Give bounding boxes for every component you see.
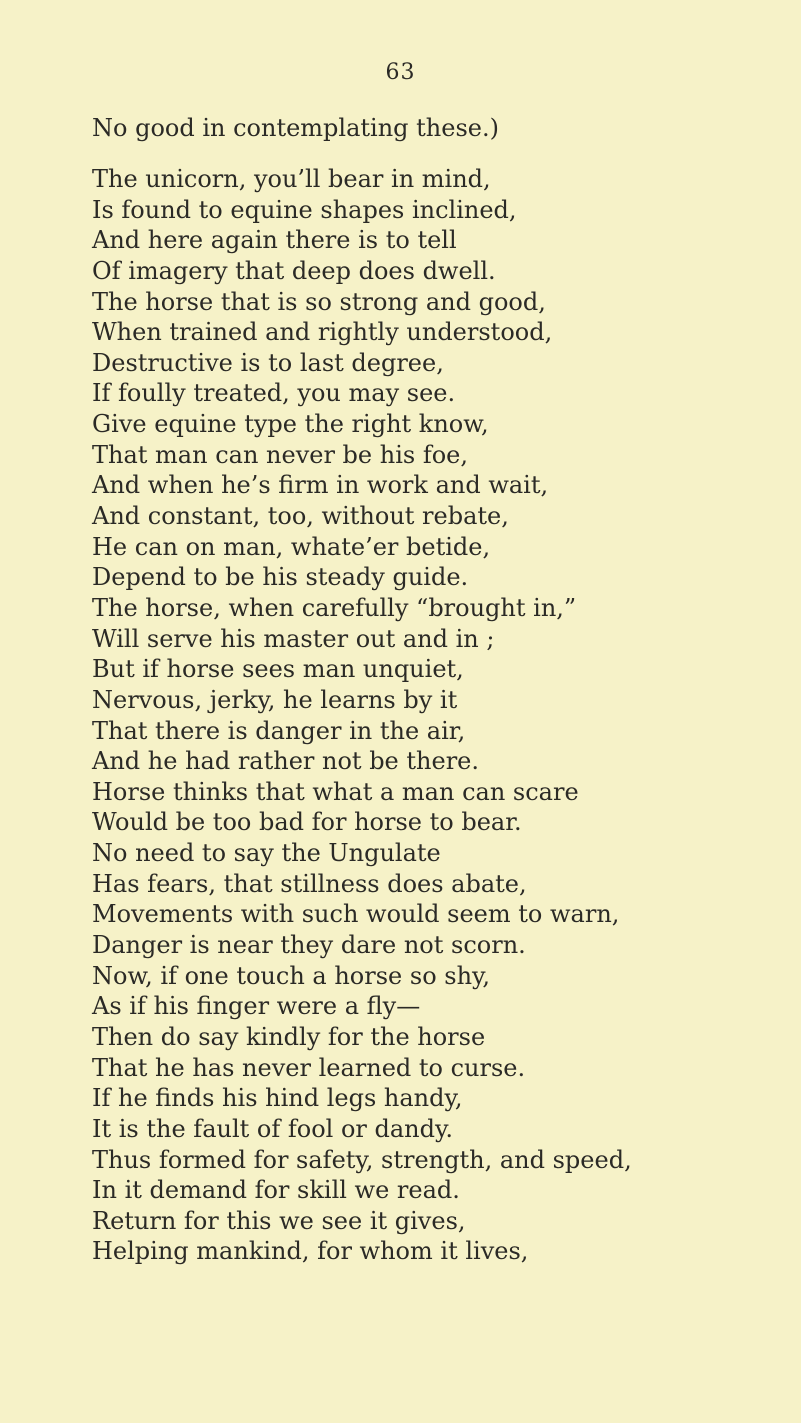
poem-line: The horse, when carefully “brought in,” [92, 593, 577, 622]
poem-line: Movements with such would seem to warn, [92, 900, 620, 929]
poem-line: Depend to be his steady guide. [92, 563, 469, 592]
poem-line: Nervous, jerky, he learns by it [92, 685, 458, 714]
poem-line: In it demand for skill we read. [92, 1176, 460, 1205]
poem-line: Give equine type the right know, [92, 410, 489, 439]
poem-line: Horse thinks that what a man can scare [92, 777, 579, 806]
poem-line: Of imagery that deep does dwell. [92, 256, 496, 285]
poem-line: Is found to equine shapes inclined, [92, 195, 517, 224]
poem-line: Danger is near they dare not scorn. [92, 931, 526, 960]
poem-line: No need to say the Ungulate [92, 839, 441, 868]
poem-line: Helping mankind, for whom it lives, [92, 1237, 529, 1266]
poem-line: Has fears, that stillness does abate, [92, 869, 527, 898]
continued-line: No good in contemplating these.) [92, 114, 499, 142]
poem-line: Now, if one touch a horse so shy, [92, 961, 491, 990]
poem-line: The horse that is so strong and good, [92, 287, 546, 316]
poem-line: He can on man, whate’er betide, [92, 532, 491, 561]
poem-line: As if his finger were a fly— [92, 992, 421, 1021]
poem-line: That there is danger in the air, [92, 716, 466, 745]
poem-line: Thus formed for safety, strength, and speed, [92, 1145, 632, 1174]
poem-line: And constant, too, without rebate, [92, 502, 509, 531]
poem-line: But if horse sees man unquiet, [92, 655, 464, 684]
poem-line: It is the fault of fool or dandy. [92, 1114, 453, 1143]
poem-line: And when he’s firm in work and wait, [92, 471, 549, 500]
poem-line: And he had rather not be there. [92, 747, 479, 776]
poem-line: Will serve his master out and in ; [92, 624, 495, 653]
poem-line: Destructive is to last degree, [92, 348, 444, 377]
poem-line: If he finds his hind legs handy, [92, 1084, 463, 1113]
page-number: 63 [385, 60, 416, 85]
poem-line: If foully treated, you may see. [92, 379, 456, 408]
poem-line: Then do say kindly for the horse [92, 1022, 486, 1051]
poem-line: That he has never learned to curse. [92, 1053, 526, 1082]
poem-line: That man can never be his foe, [92, 440, 468, 469]
poem-line: When trained and rightly understood, [92, 318, 553, 347]
poem-line: Would be too bad for horse to bear. [92, 808, 522, 837]
poem-verse [92, 164, 632, 1267]
poem-line: The unicorn, you’ll bear in mind, [92, 165, 491, 193]
poem-line: And here again there is to tell [92, 226, 457, 255]
poem-line: Return for this we see it gives, [92, 1206, 466, 1235]
